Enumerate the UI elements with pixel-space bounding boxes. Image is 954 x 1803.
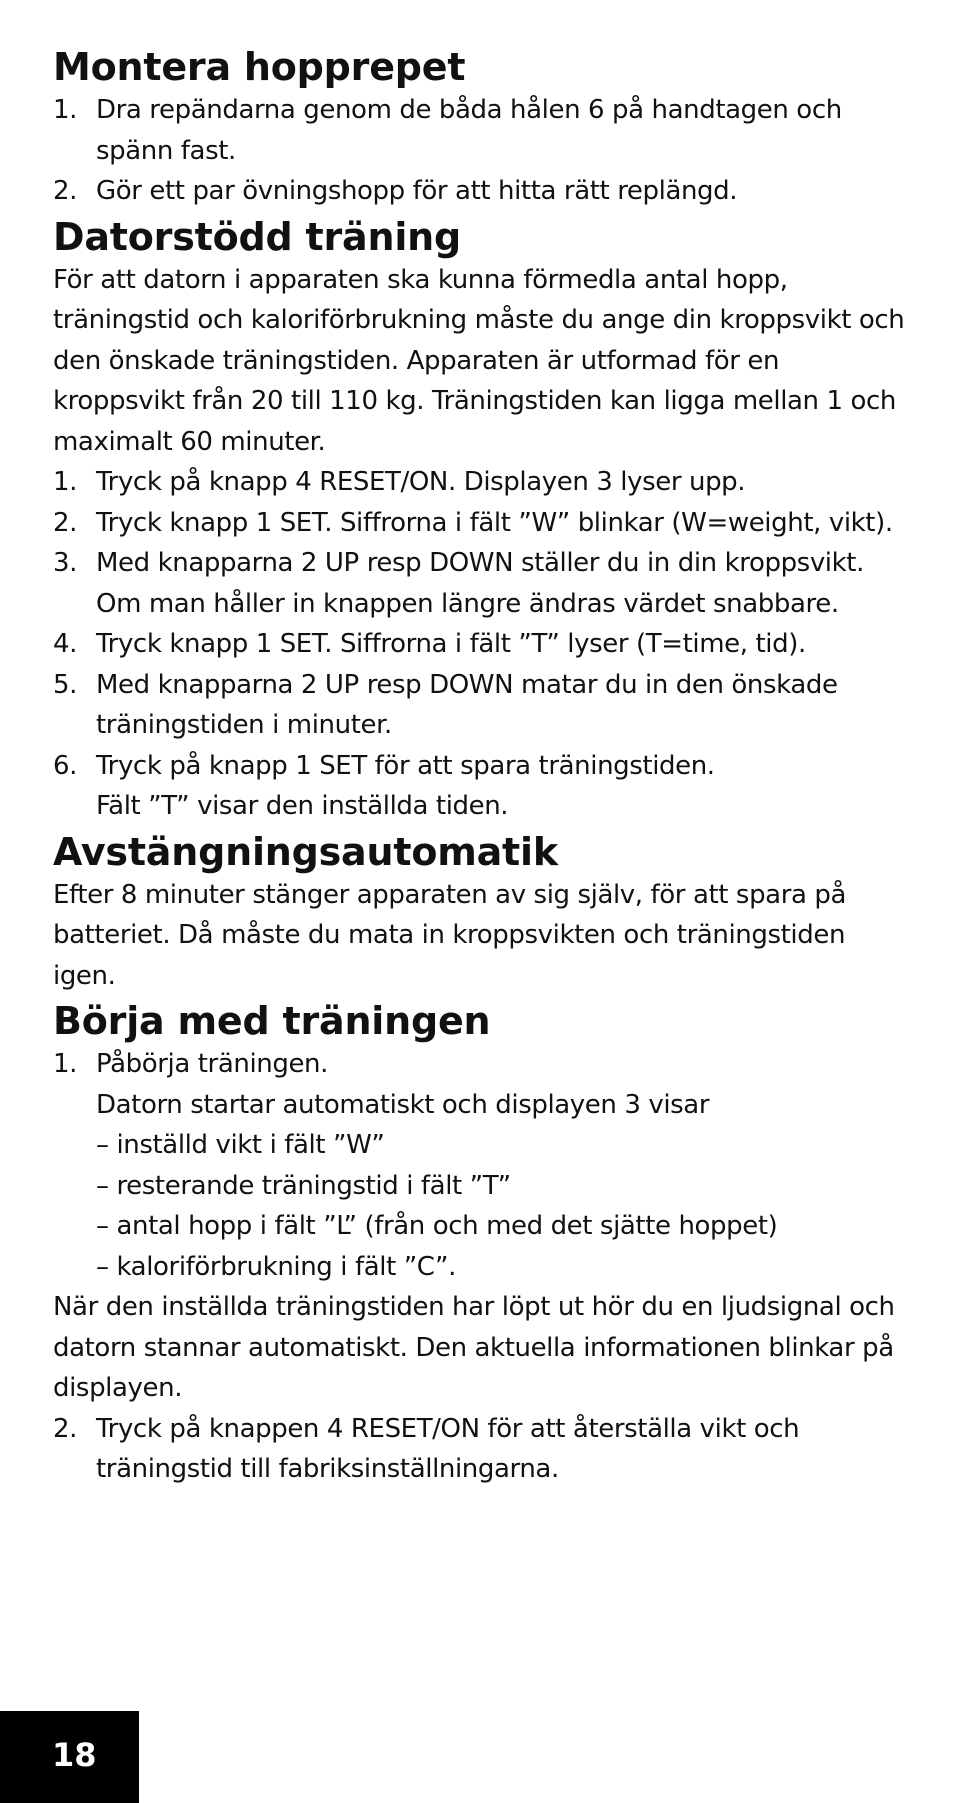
step-text: Med knapparna 2 UP resp DOWN matar du in den önskade träningstiden i minuter. (96, 669, 838, 740)
step-number: 2. (53, 507, 78, 538)
step-number: 5. (53, 669, 78, 700)
start-steps-2 (53, 1409, 913, 1490)
start-after-text: När den inställda träningstiden har löpt ut hör du en ljudsignal och datorn stannar automatiskt. Den aktuella informationen blinkar på displayen. (53, 1292, 895, 1403)
page-number: 18 (52, 1736, 97, 1774)
step-number: 4. (53, 629, 78, 659)
list-item (53, 1409, 913, 1490)
step-number: 3. (53, 548, 78, 578)
list-item (53, 624, 913, 665)
step-subtext: Fält ”T” visar den inställda tiden. (96, 791, 509, 821)
step-text: Tryck knapp 1 SET. Siffrorna i fält ”W” blinkar (W=weight, vikt). (96, 507, 893, 538)
step-subtext: Datorn startar automatiskt och displayen 3 visar (96, 1089, 710, 1120)
list-item (53, 543, 913, 624)
display-field-item: – kaloriförbrukning i fält ”C”. (96, 1251, 456, 1282)
start-steps-1 (53, 1044, 913, 1287)
manual-page (53, 44, 913, 1490)
step-text: Tryck knapp 1 SET. Siffrorna i fält ”T” lyser (T=time, tid). (96, 629, 806, 659)
section-title-start: Börja med träningen (53, 999, 491, 1043)
step-number: 2. (53, 176, 78, 206)
list-item (53, 90, 913, 171)
step-text: Tryck på knappen 4 RESET/ON för att återställa vikt och träningstid till fabriksinställningarna. (96, 1413, 800, 1484)
list-item (53, 503, 913, 544)
step-number: 1. (53, 467, 78, 497)
list-item (53, 746, 913, 827)
section-title-autooff: Avstängningsautomatik (53, 829, 558, 874)
section-title-mount: Montera hopprepet (53, 45, 466, 89)
step-number: 1. (53, 95, 78, 125)
list-item (53, 171, 913, 212)
step-number: 6. (53, 750, 78, 781)
step-text: Gör ett par övningshopp för att hitta rätt replängd. (96, 176, 738, 206)
mount-steps (53, 90, 913, 212)
step-text: Påbörja träningen. (96, 1049, 329, 1079)
step-number: 1. (53, 1049, 78, 1079)
display-field-item: – resterande träningstid i fält ”T” (96, 1170, 511, 1201)
list-item (53, 462, 913, 503)
autooff-text: Efter 8 minuter stänger apparaten av sig själv, för att spara på batteriet. Då måste du mata in kroppsvikten och träningstiden igen. (53, 879, 847, 991)
list-item (53, 1044, 913, 1287)
display-field-item: – antal hopp i fält ”L” (från och med det sjätte hoppet) (96, 1211, 778, 1241)
computer-intro: För att datorn i apparaten ska kunna förmedla antal hopp, träningstid och kaloriförbrukning måste du ange din kroppsvikt och den önskade träningstiden. Apparaten är utformad för en kroppsvikt från 20 till 110 kg. Träningstiden kan ligga mellan 1 och maximalt 60 minuter. (53, 264, 905, 457)
list-item (53, 665, 913, 746)
step-text: Dra repändarna genom de båda hålen 6 på handtagen och spänn fast. (96, 95, 842, 166)
display-field-item: – inställd vikt i fält ”W” (96, 1130, 385, 1160)
step-text: Med knapparna 2 UP resp DOWN ställer du in din kroppsvikt. Om man håller in knappen längre ändras värdet snabbare. (96, 548, 864, 619)
step-text: Tryck på knapp 4 RESET/ON. Displayen 3 lyser upp. (96, 467, 746, 497)
computer-steps (53, 462, 913, 827)
step-number: 2. (53, 1413, 78, 1444)
step-text: Tryck på knapp 1 SET för att spara träningstiden. (96, 750, 715, 781)
section-title-computer: Datorstödd träning (53, 214, 461, 259)
